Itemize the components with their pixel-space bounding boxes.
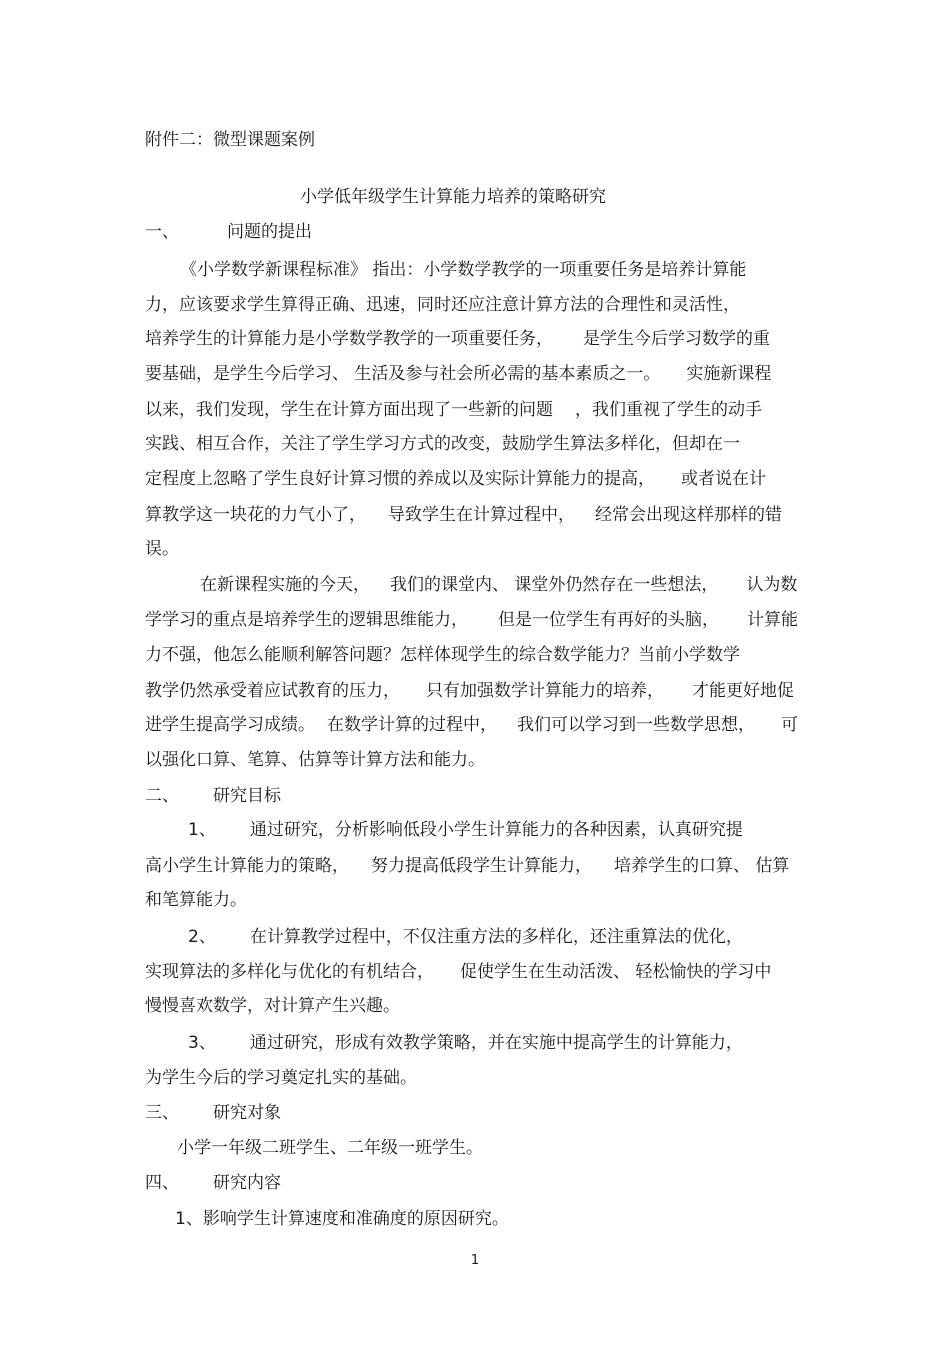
text-line: 在新课程实施的今天， 我们的课堂内、 课堂外仍然存在一些想法， 认为数 [200,575,798,595]
text-line: 《小学数学新课程标准》 指出：小学数学教学的一项重要任务是培养计算能 [180,260,747,280]
text-line: 培养学生的计算能力是小学数学教学的一项重要任务， 是学生今后学习数学的重 [145,329,770,349]
goal-number: 3、 [188,1033,216,1053]
text-line: 算教学这一块花的力气小了， 导致学生在计算过程中， 经常会出现这样那样的错 [145,505,782,525]
section-4-number: 四、 [145,1173,179,1193]
section-4-title: 研究内容 [213,1173,281,1193]
text-line: 定程度上忽略了学生良好计算习惯的养成以及实际计算能力的提高， 或者说在计 [145,469,766,489]
section-3-heading [145,1103,281,1123]
document-title: 小学低年级学生计算能力培养的策略研究 [300,187,606,207]
section-1-heading [145,222,312,242]
section-2-heading [145,786,281,806]
section-2-title: 研究目标 [213,786,281,806]
text-line: 要基础，是学生今后学习、 生活及参与社会所必需的基本素质之一。 实施新课程 [145,364,772,384]
text-line: 实现算法的多样化与优化的有机结合， 促使学生在生动活泼、 轻松愉快的学习中 [145,962,772,982]
section-3-number: 三、 [145,1103,179,1123]
section-2-number: 二、 [145,786,179,806]
section-1-number: 一、 [145,222,179,242]
text-line: 3、 通过研究，形成有效教学策略，并在实施中提高学生的计算能力， [188,1033,743,1053]
section-3-title: 研究对象 [213,1103,281,1123]
text-line: 为学生今后的学习奠定扎实的基础。 [145,1068,417,1088]
text-line: 教学仍然承受着应试教育的压力， 只有加强数学计算能力的培养， 才能更好地促 [145,681,794,701]
text-line: 进学生提高学习成绩。 在数学计算的过程中， 我们可以学习到一些数学思想， 可 [145,715,798,735]
text-line: 以强化口算、笔算、估算等计算方法和能力。 [145,750,485,770]
text-line: 力不强，他怎么能顺利解答问题？怎样体现学生的综合数学能力？当前小学数学 [145,645,740,665]
text-line: 实践、相互合作，关注了学生学习方式的改变，鼓励学生算法多样化，但却在一 [145,434,740,454]
goal-number: 2、 [188,927,216,947]
text-line: 学学习的重点是培养学生的逻辑思维能力， 但是一位学生有再好的头脑， 计算能 [145,610,798,630]
text-line: 误。 [145,539,179,559]
section-1-title: 问题的提出 [227,222,312,242]
text-line: 1、 通过研究，分析影响低段小学生计算能力的各种因素，认真研究提 [188,820,743,840]
text-line: 力，应该要求学生算得正确、迅速，同时还应注意计算方法的合理性和灵活性， [145,295,740,315]
text-line: 高小学生计算能力的策略， 努力提高低段学生计算能力， 培养学生的口算、 估算 [145,856,790,876]
page-number: 1 [470,1253,480,1268]
text-line: 慢慢喜欢数学，对计算产生兴趣。 [145,996,400,1016]
research-objects: 小学一年级二班学生、二年级一班学生。 [177,1138,483,1158]
text-line: 2、 在计算教学过程中，不仅注重方法的多样化，还注重算法的优化， [188,927,743,947]
research-content-item-1: 1、影响学生计算速度和准确度的原因研究。 [175,1209,509,1229]
goal-number: 1、 [188,820,216,840]
text-line: 以来，我们发现，学生在计算方面出现了一些新的问题 ，我们重视了学生的动手 [145,400,762,420]
section-4-heading [145,1173,281,1193]
text-line: 和笔算能力。 [145,890,247,910]
attachment-label: 附件二：微型课题案例 [145,130,315,150]
